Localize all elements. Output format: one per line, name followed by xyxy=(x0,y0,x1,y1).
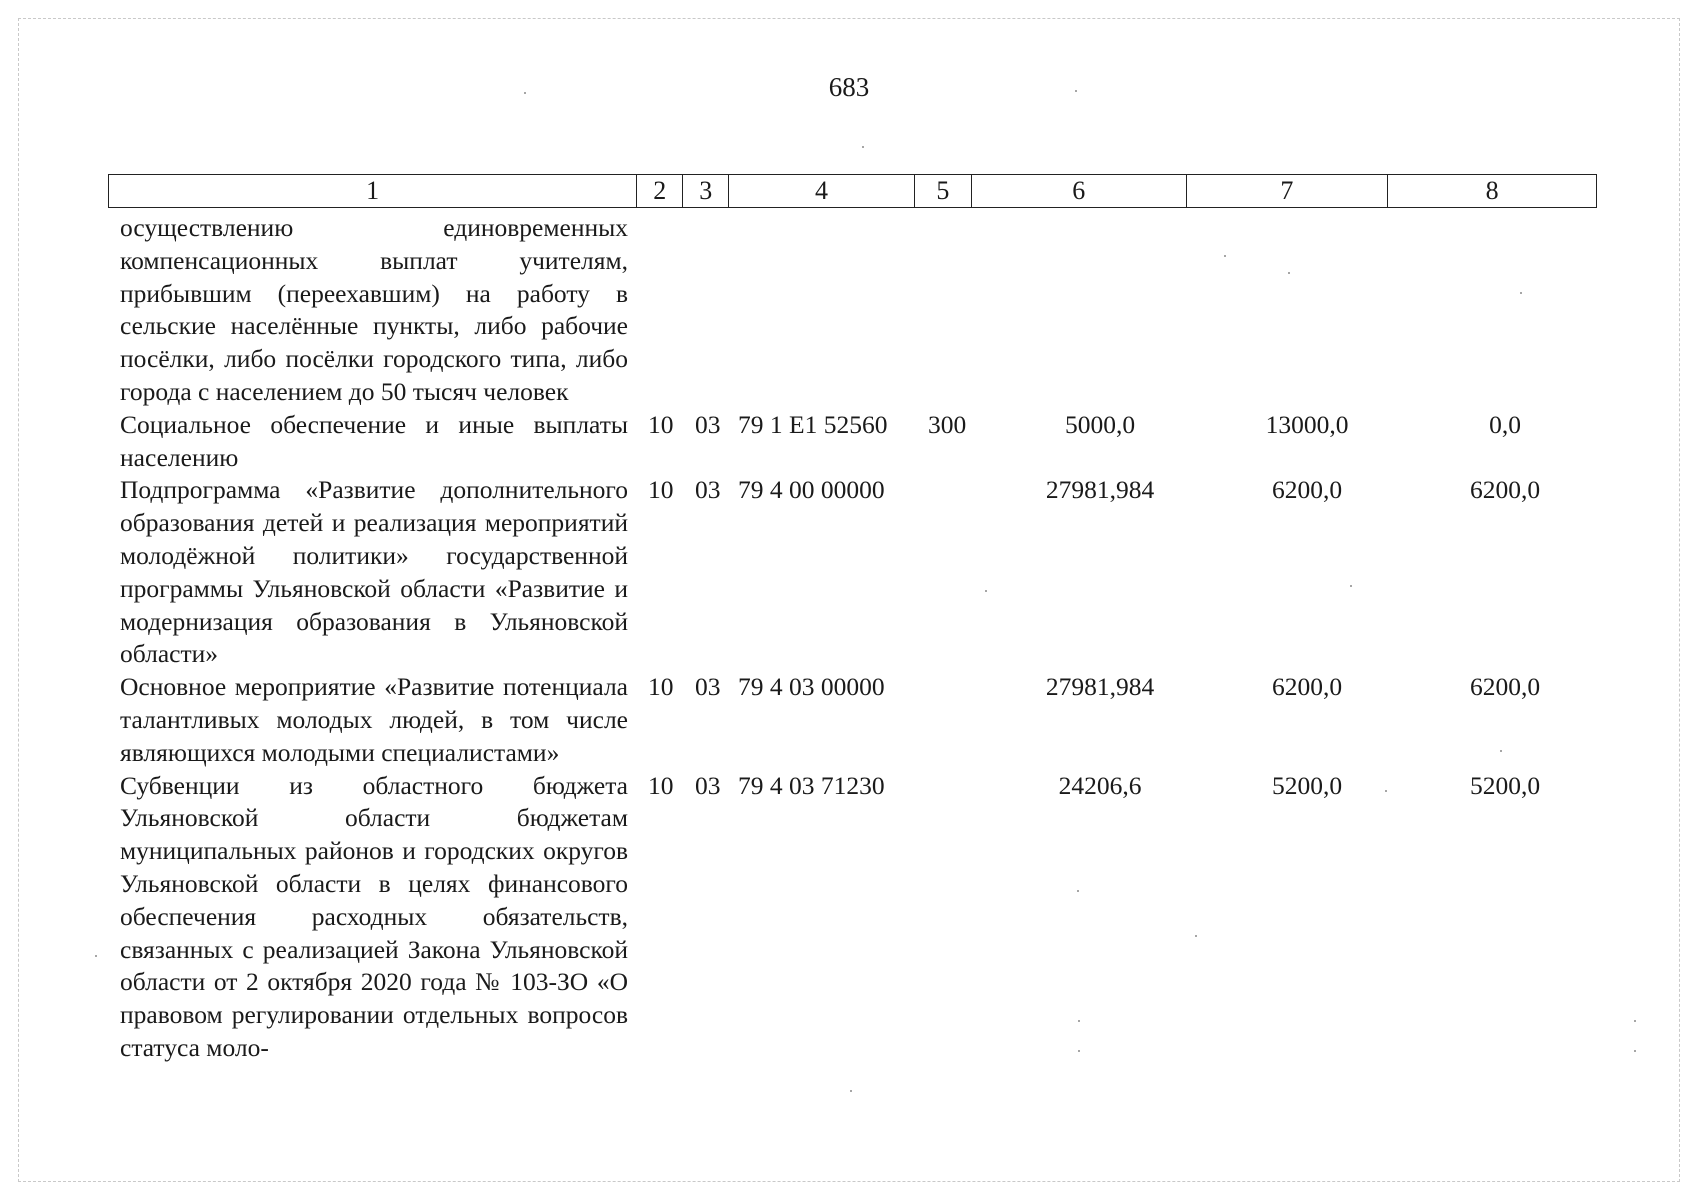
row-description: Субвенции из областного бюджета Ульяновской области бюджетам муниципальных районов и городских округов Ульяновской области в целях финансового обеспечения расходных обязательств, связанных с реализацией Закона Ульяновской области от 2 октября 2020 года № 103-ЗО «О правовом регулировании отдельных вопросов статуса моло- xyxy=(120,770,628,1062)
cell-section: 10 xyxy=(648,409,674,439)
row-description: осуществлению единовременных компенсационных выплат учителям, прибывшим (переехавшим) на работу в сельские населённые пункты, либо рабочие посёлки, либо посёлки городского типа, либо города с населением до 50 тысяч человек xyxy=(120,213,628,406)
scan-speck xyxy=(862,146,864,148)
cell-target-article: 79 1 E1 52560 xyxy=(738,409,888,439)
cell-amount-col8: 6200,0 xyxy=(1469,475,1541,505)
cell-amount-col7: 6200,0 xyxy=(1271,475,1343,505)
header-col-8: 8 xyxy=(1485,176,1499,205)
header-col-7: 7 xyxy=(1187,175,1389,207)
table-row xyxy=(120,409,1600,475)
scan-speck xyxy=(985,590,987,592)
scan-speck xyxy=(1634,1020,1636,1022)
table-row xyxy=(120,671,1600,769)
scan-speck xyxy=(1195,935,1197,937)
scan-speck xyxy=(1634,1050,1636,1052)
header-col-2: 2 xyxy=(637,175,683,207)
cell-amount-col6: 27981,984 xyxy=(1045,672,1155,702)
cell-subsection: 03 xyxy=(695,475,721,505)
cell-amount-col6: 24206,6 xyxy=(1058,770,1142,800)
table-body xyxy=(120,212,1600,1065)
cell-amount-col7: 13000,0 xyxy=(1265,409,1349,439)
page-number: 683 xyxy=(828,72,870,102)
scan-speck xyxy=(1224,255,1226,257)
cell-expense-type: 300 xyxy=(928,409,967,439)
cell-amount-col7: 6200,0 xyxy=(1271,672,1343,702)
cell-amount-col7: 5200,0 xyxy=(1271,770,1343,800)
table-row xyxy=(120,212,1600,409)
scan-speck xyxy=(850,1090,852,1092)
cell-target-article: 79 4 00 00000 xyxy=(738,475,885,505)
header-col-3: 3 xyxy=(683,175,729,207)
table-row xyxy=(120,474,1600,671)
cell-target-article: 79 4 03 71230 xyxy=(738,770,885,800)
scan-speck xyxy=(1520,292,1522,294)
scan-speck xyxy=(1077,890,1079,892)
cell-amount-col6: 27981,984 xyxy=(1045,475,1155,505)
cell-amount-col8: 6200,0 xyxy=(1469,672,1541,702)
scan-speck xyxy=(1350,585,1352,587)
header-col-6: 6 xyxy=(972,175,1187,207)
cell-section: 10 xyxy=(648,672,674,702)
header-col-5: 5 xyxy=(915,175,972,207)
scan-speck xyxy=(524,92,526,94)
table-row xyxy=(120,770,1600,1065)
scan-speck xyxy=(1078,1050,1080,1052)
row-description: Основное мероприятие «Развитие потенциала талантливых молодых людей, в том числе являющихся молодыми специалистами» xyxy=(120,672,628,767)
table-header xyxy=(108,174,1597,208)
cell-target-article: 79 4 03 00000 xyxy=(738,672,885,702)
cell-amount-col8: 0,0 xyxy=(1489,409,1521,439)
scan-speck xyxy=(1288,272,1290,274)
cell-amount-col8: 5200,0 xyxy=(1469,770,1541,800)
scan-speck xyxy=(95,955,97,957)
scan-speck xyxy=(1075,90,1077,92)
cell-amount-col6: 5000,0 xyxy=(1064,409,1136,439)
cell-subsection: 03 xyxy=(695,672,721,702)
cell-subsection: 03 xyxy=(695,770,721,800)
header-col-4: 4 xyxy=(729,175,915,207)
cell-section: 10 xyxy=(648,770,674,800)
row-description: Социальное обеспечение и иные выплаты населению xyxy=(120,409,628,472)
cell-subsection: 03 xyxy=(695,409,721,439)
row-description: Подпрограмма «Развитие дополнительного образования детей и реализация мероприятий молодёжной политики» государственной программы Ульяновской области «Развитие и модернизация образования в Ульяновской области» xyxy=(120,475,628,669)
scan-speck xyxy=(1500,750,1502,752)
scan-speck xyxy=(1078,1020,1080,1022)
scan-speck xyxy=(1385,790,1387,792)
header-col-1: 1 xyxy=(109,175,637,207)
cell-section: 10 xyxy=(648,475,674,505)
